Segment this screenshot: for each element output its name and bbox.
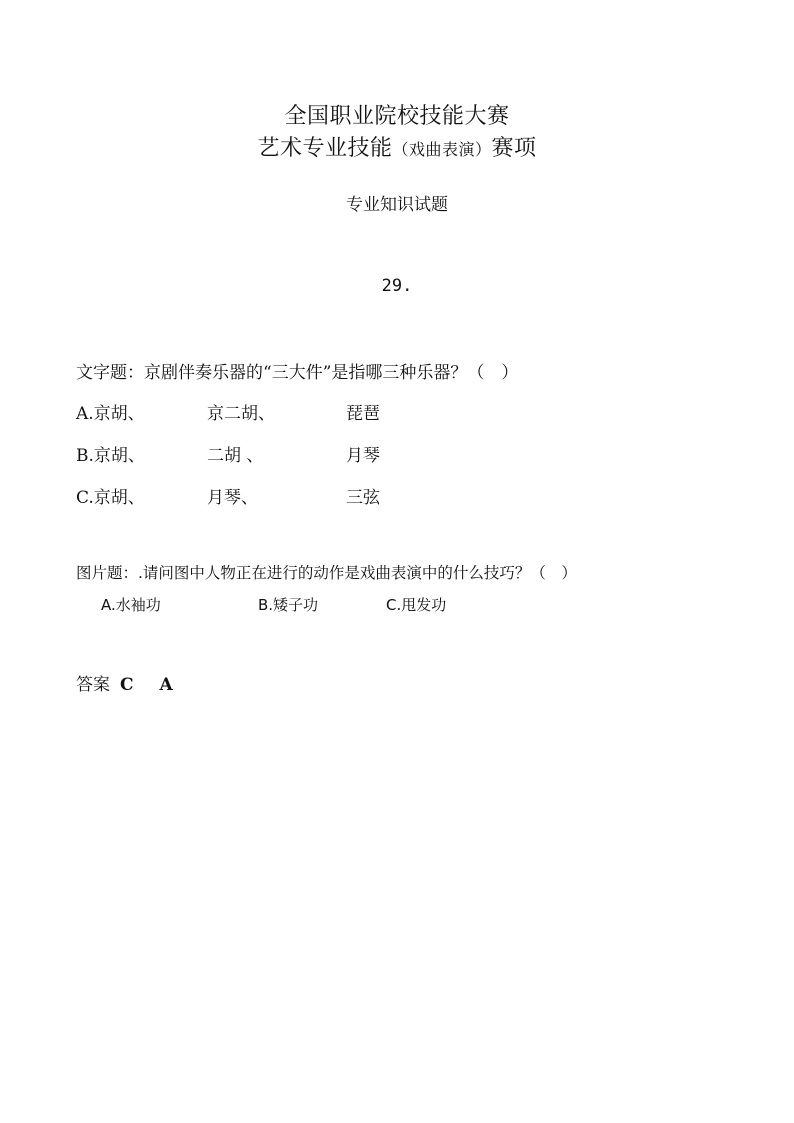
option-c-item1: C.京胡、 — [76, 488, 145, 508]
option-c-item2: 月琴、 — [207, 488, 258, 508]
option-b-item3: 月琴 — [346, 446, 380, 466]
option-a-item2: 京二胡、 — [207, 404, 275, 424]
option-row-a — [76, 399, 776, 425]
paper-subtitle: 专业知识试题 — [346, 195, 448, 215]
picture-option-c: C.甩发功 — [386, 596, 447, 614]
event-title-end: 赛项 — [491, 136, 537, 161]
picture-option-b: B.矮子功 — [258, 596, 319, 614]
text-question: 文字题：京剧伴奏乐器的“三大件”是指哪三种乐器？（ ） — [76, 363, 519, 383]
answer-label: 答案 — [76, 675, 110, 695]
option-a-item3: 琵琶 — [346, 404, 380, 424]
event-title — [0, 131, 794, 162]
option-a-item1: A.京胡、 — [76, 404, 145, 424]
event-title-main: 艺术专业技能 — [257, 136, 393, 161]
contest-title: 全国职业院校技能大赛 — [284, 104, 510, 129]
option-row-b — [76, 441, 776, 467]
option-b-item2: 二胡 、 — [207, 446, 264, 466]
question-number: 29. — [381, 276, 413, 296]
picture-question: 图片题：.请问图中人物正在进行的动作是戏曲表演中的什么技巧？（ ） — [76, 564, 577, 582]
event-title-paren: （戏曲表演） — [392, 140, 492, 159]
answer-value-1: C — [120, 675, 134, 695]
answer-line — [76, 670, 173, 695]
answer-value-2: A — [159, 675, 173, 695]
picture-option-a: A.水袖功 — [101, 596, 161, 614]
option-c-item3: 三弦 — [346, 488, 380, 508]
option-row-c — [76, 483, 776, 509]
option-b-item1: B.京胡、 — [76, 446, 145, 466]
